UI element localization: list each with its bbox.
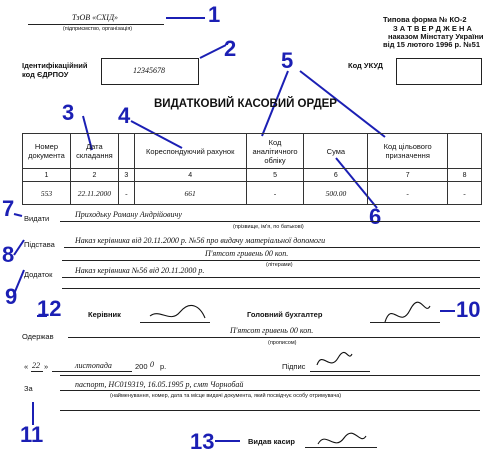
col-header-date: Дата складання [70,134,118,169]
cell-purpose-code: - [368,182,448,205]
date-quote-close: » [44,362,49,371]
col-index: 4 [134,169,246,182]
amount-caption: (літерами) [266,262,293,268]
date-month: листопада [75,361,112,370]
col-index: 3 [118,169,134,182]
pidstava-label: Підстава [24,240,55,249]
ukud-label: Код УКУД [348,61,383,70]
kasyr-label: Видав касир [248,437,295,446]
annotation-9: 9 [5,284,18,309]
form-type: Типова форма № КО-2 [383,15,467,24]
date-year-prefix: 200 [135,362,148,371]
vydaty-value: Приходьку Роману Андрійовичу [75,210,182,219]
annotation-2: 2 [224,36,237,61]
annotation-7: 7 [2,196,15,221]
col-index: 6 [304,169,368,182]
col-header-3 [118,134,134,169]
oderzhav-label: Одержав [22,332,54,341]
col-header-8 [448,134,482,169]
annotation-6: 6 [369,204,382,229]
date-year-suffix: р. [160,362,167,371]
form-approved: З А Т В Е Р Д Ж Е Н А [393,24,472,33]
cell-date: 22.11.2000 [70,182,118,205]
edrpou-label-2: код ЄДРПОУ [22,70,69,79]
annotation-12: 12 [37,296,62,321]
col-header-sum: Сума [304,134,368,169]
cell-analytic-code: - [246,182,304,205]
pidstava-value: Наказ керівника від 20.11.2000 р. №56 про видачу матеріальної допомоги [75,236,326,245]
annotation-8: 8 [2,242,15,267]
recipient-signature [317,352,352,365]
buhgalter-label: Головний бухгалтер [247,310,323,319]
date-year-digit: 0 [150,360,154,369]
kerivnyk-label: Керівник [88,310,121,319]
col-header-corr-account: Кореспондуючий рахунок [134,134,246,169]
dodatok-label: Додаток [24,270,53,279]
annotation-5: 5 [281,48,294,73]
annotation-4: 4 [118,103,131,128]
col-index: 2 [70,169,118,182]
edrpou-label-1: Ідентифікаційний [22,61,88,70]
annotation-13: 13 [190,429,215,454]
vydaty-label: Видати [24,214,50,223]
date-quote-open: « [24,362,29,371]
annotation-1: 1 [208,2,221,27]
oderzhav-value: П'ятсот гривень 00 коп. [230,326,314,335]
col-index: 1 [23,169,71,182]
dodatok-value: Наказ керівника №56 від 20.11.2000 р. [75,266,205,275]
za-caption: (найменування, номер, дата та місце видачі документа, який посвідчує особу отримувача) [110,393,342,399]
cell-col8: - [448,182,482,205]
col-header-purpose-code: Код цільового призначення [368,134,448,169]
cell-col3: - [118,182,134,205]
order-table [22,133,482,205]
vydaty-caption: (прізвище, ім'я, по батькові) [233,224,304,230]
col-header-doc-number: Номер документа [23,134,71,169]
edrpou-value: 12345678 [133,66,165,75]
cell-sum: 500.00 [304,182,368,205]
col-index: 8 [448,169,482,182]
cell-corr-account: 661 [134,182,246,205]
form-date: від 15 лютого 1996 р. №51 [383,40,481,49]
za-value: паспорт, НС019319, 16.05.1995 р, смт Чорнобай [75,380,244,389]
col-header-analytic-code: Код аналітичного обліку [246,134,304,169]
annotation-3: 3 [62,100,75,125]
kerivnyk-signature [150,305,205,318]
buhgalter-signature [385,302,430,322]
za-label: За [24,384,33,393]
org-caption: (підприємство, організація) [62,26,133,32]
document-title: ВИДАТКОВИЙ КАСОВИЙ ОРДЕР [154,98,337,110]
col-index: 5 [246,169,304,182]
pidpys-label: Підпис [282,362,306,371]
cell-doc-number: 553 [23,182,71,205]
annotation-11: 11 [20,422,44,447]
org-name: ТзОВ «СХІД» [71,13,119,22]
annotation-10: 10 [456,297,481,322]
ukud-box [396,58,482,85]
col-index: 7 [368,169,448,182]
cashier-signature [318,433,366,444]
form-order: наказом Мінстату України [388,32,484,41]
oderzhav-caption: (прописом) [268,340,297,346]
date-day: 22 [32,361,40,370]
amount-words: П'ятсот гривень 00 коп. [205,249,289,258]
